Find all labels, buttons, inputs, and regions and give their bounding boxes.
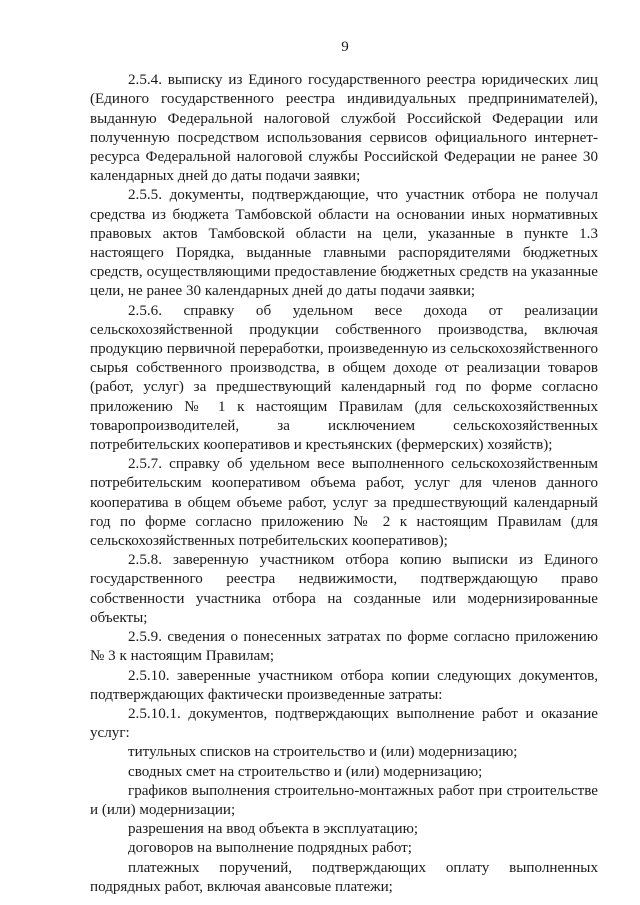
list-item-summary-estimates: сводных смет на строительство и (или) модернизацию;: [128, 763, 483, 780]
list-item-payment-orders: платежных поручений, подтверждающих оплату выполненных подрядных работ, включая авансовые платежи;: [90, 859, 598, 895]
paragraph-2-5-8: 2.5.8. заверенную участником отбора копию выписки из Единого государственного реестра недвижимости, подтверждающую право собственности участника отбора на созданные или модернизированные объекты;: [90, 552, 598, 626]
paragraph-2-5-10-1: 2.5.10.1. документов, подтверждающих выполнение работ и оказание услуг:: [90, 705, 598, 742]
list-item-title-lists: титульных списков на строительство и (или) модернизацию;: [128, 744, 518, 761]
list-item-commissioning-permit: разрешения на ввод объекта в эксплуатацию;: [128, 821, 419, 838]
document-page: [90, 38, 598, 897]
list-item-work-schedules: графиков выполнения строительно-монтажных работ при строительстве и (или) модернизации;: [90, 782, 598, 818]
paragraph-2-5-9: 2.5.9. сведения о понесенных затратах по форме согласно приложению № 3 к настоящим Правилам;: [90, 629, 598, 665]
paragraph-2-5-7: 2.5.7. справку об удельном весе выполненного сельскохозяйственным потребительским кооперативом объема работ, услуг для членов данного кооператива в общем объеме работ, услуг за предшествующий календарный год по форме согласно приложению № 2 к настоящим Правилам (для сельскохозяйственных потребительских кооперативов);: [90, 456, 598, 550]
paragraph-2-5-5: 2.5.5. документы, подтверждающие, что участник отбора не получал средства из бюджета Тамбовской области на основании иных нормативных правовых актов Тамбовской области на цели, указанные в пункте 1.3 настоящего Порядка, выданные главными распорядителями бюджетных средств, осуществляющими предоставление бюджетных средств на указанные цели, не ранее 30 календарных дней до даты подачи заявки;: [90, 187, 598, 300]
paragraph-2-5-10: 2.5.10. заверенные участником отбора копии следующих документов, подтверждающих фактически произведенные затраты:: [90, 667, 598, 703]
paragraph-2-5-6: 2.5.6. справку об удельном весе дохода от реализации сельскохозяйственной продукции собственного производства, включая продукцию первичной переработки, произведенную из сельскохозяйственного сырья собственного производства, в общем доходе от реализации товаров (работ, услуг) за предшествующий календарный год по форме согласно приложению № 1 к настоящим Правилам (для сельскохозяйственных товаропроизводителей, за исключением сельскохозяйственных потребительских кооперативов и крестьянских (фермерских) хозяйств);: [90, 302, 598, 454]
page-number: 9: [341, 39, 349, 55]
list-item-contracts: договоров на выполнение подрядных работ;: [128, 840, 412, 857]
paragraph-2-5-4: 2.5.4. выписку из Единого государственного реестра юридических лиц (Единого государственного реестра индивидуальных предпринимателей), выданную Федеральной налоговой службой Российской Федерации или полученную посредством использования сервисов официального интернет-ресурса Федеральной налоговой службы Российской Федерации не ранее 30 календарных дней до даты подачи заявки;: [90, 72, 598, 185]
